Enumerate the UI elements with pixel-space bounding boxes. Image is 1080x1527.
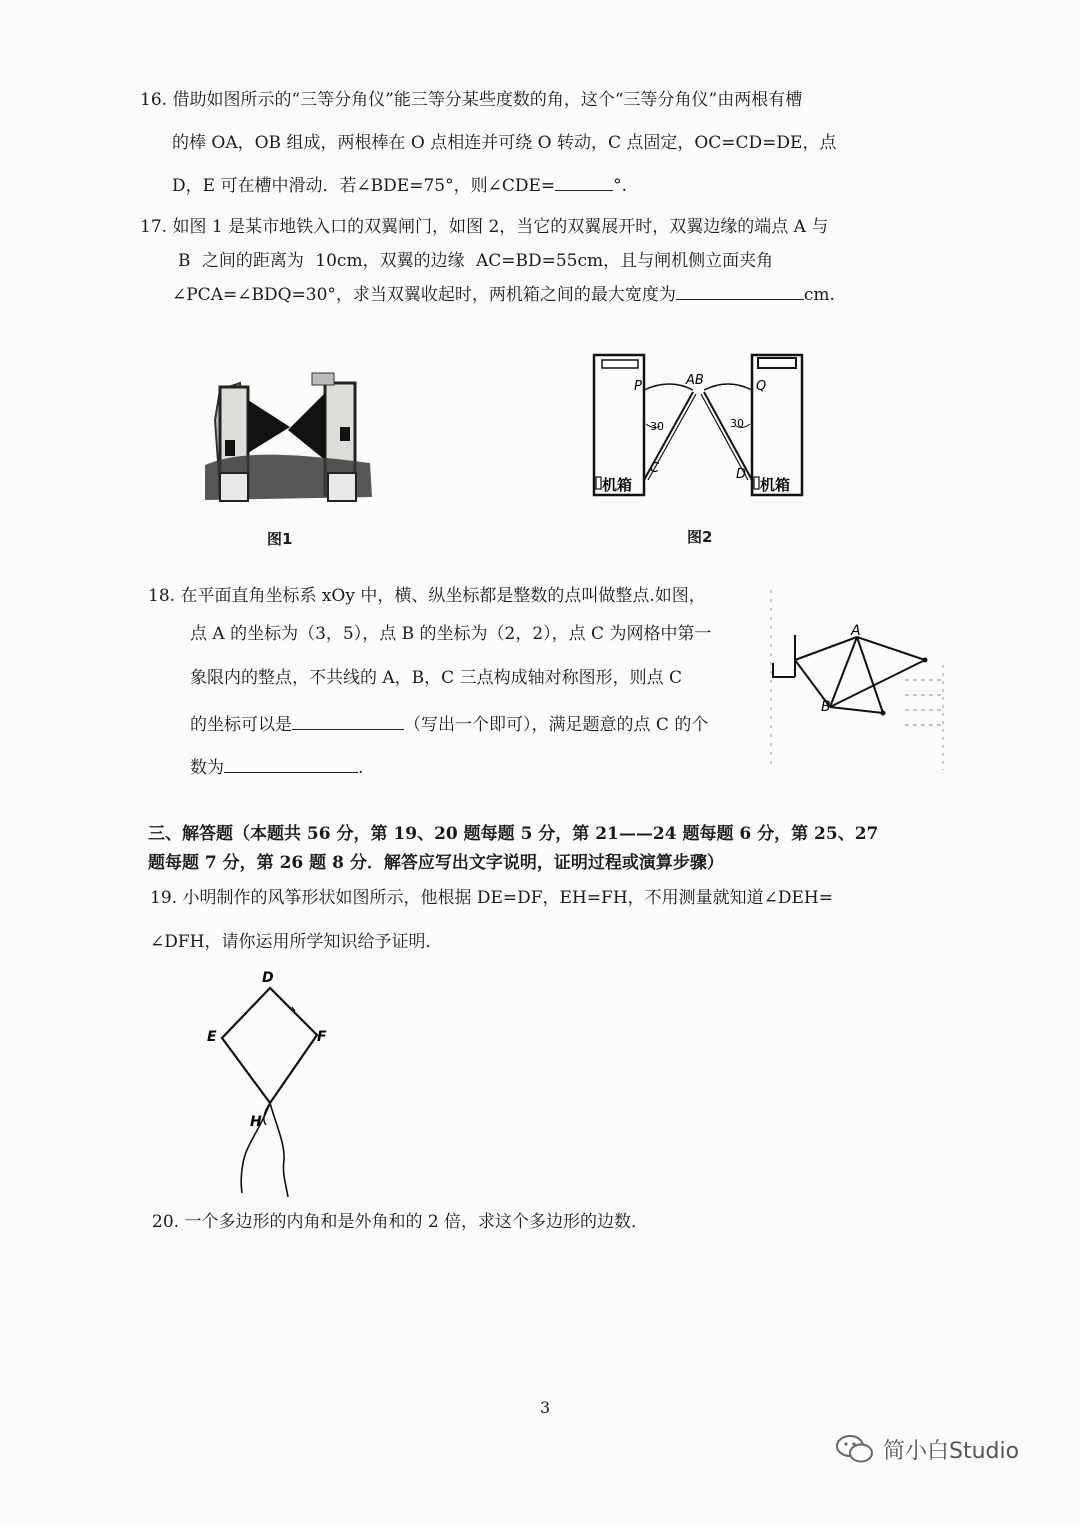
gate-photo <box>200 365 380 515</box>
q18-line3: 象限内的整点，不共线的 A，B，C 三点构成轴对称图形，则点 C <box>190 668 682 688</box>
q18-line4-end: （写出一个即可），满足题意的点 C 的个 <box>404 715 709 735</box>
q18-line4 <box>190 717 708 734</box>
watermark-text: 简小白Studio <box>883 1438 1020 1464</box>
label-angle-right: 30 <box>730 417 744 430</box>
gate-diagram <box>588 350 813 500</box>
label-C: C <box>650 461 660 476</box>
q16-line3 <box>172 178 627 195</box>
q17-line3-end: cm. <box>803 285 835 305</box>
label-A: A <box>851 623 861 639</box>
q18-line2: 点 A 的坐标为（3，5），点 B 的坐标为（2，2），点 C 为网格中第一 <box>190 624 712 644</box>
label-P: P <box>634 379 642 394</box>
q20-line1: 20. 一个多边形的内角和是外角和的 2 倍，求这个多边形的边数． <box>152 1212 649 1232</box>
watermark <box>835 1432 1019 1466</box>
fig1-caption: 图1 <box>267 530 293 548</box>
q18-line5 <box>190 760 363 777</box>
section3-header-line2: 题每题 7 分，第 26 题 8 分．解答应写出文字说明，证明过程或演算步骤） <box>148 853 724 873</box>
q18-line4-text: 的坐标可以是 <box>190 715 292 735</box>
answer-blank <box>224 770 358 773</box>
label-D: D <box>736 467 747 482</box>
q16-line2: 的棒 OA，OB 组成，两根棒在 O 点相连并可绕 O 转动，C 点固定，OC=CD=DE，点 <box>172 133 837 153</box>
answer-blank <box>555 188 613 191</box>
answer-blank <box>676 297 804 300</box>
q17-line3 <box>172 287 835 304</box>
q18-line5-text: 数为 <box>190 758 224 778</box>
label-Q: Q <box>756 379 767 394</box>
q17-line2: B 之间的距离为 10cm，双翼的边缘 AC=BD=55cm，且与闸机侧立面夹角 <box>178 251 774 271</box>
label-box-right: 机箱 <box>760 476 791 494</box>
section3-header-line1: 三、解答题（本题共 56 分，第 19、20 题每题 5 分，第 21——24 题每题 6 分，第 25、27 <box>148 824 879 844</box>
q19-line1: 19. 小明制作的风筝形状如图所示，他根据 DE=DF，EH=FH，不用测量就知道∠DEH= <box>150 888 834 908</box>
fig2-caption: 图2 <box>687 528 713 546</box>
label-angle-left: 30 <box>650 420 664 433</box>
q16-line1: 16. 借助如图所示的“三等分角仪”能三等分某些度数的角，这个“三等分角仪”由两根有槽 <box>140 90 803 110</box>
page-number: 3 <box>540 1398 551 1417</box>
q17-line3-text: ∠PCA=∠BDQ=30°，求当双翼收起时，两机箱之间的最大宽度为 <box>172 285 676 305</box>
label-D: D <box>262 970 274 986</box>
kite-diagram <box>200 965 340 1200</box>
label-B: B <box>821 699 831 715</box>
label-AB: AB <box>686 373 704 388</box>
q19-line2: ∠DFH，请你运用所学知识给予证明． <box>150 932 443 952</box>
label-box-left: 机箱 <box>602 476 633 494</box>
label-F: F <box>317 1029 327 1045</box>
grid-diagram <box>765 585 950 775</box>
q16-line3-end: °. <box>613 176 628 196</box>
answer-blank <box>292 727 404 730</box>
wechat-icon <box>835 1432 875 1466</box>
label-E: E <box>207 1029 217 1045</box>
q18-line5-end: . <box>358 758 364 778</box>
q16-line3-text: D，E 可在槽中滑动．若∠BDE=75°，则∠CDE= <box>172 176 556 196</box>
label-H: H <box>250 1114 262 1130</box>
q18-line1: 18. 在平面直角坐标系 xOy 中，横、纵坐标都是整数的点叫做整点.如图， <box>148 586 706 606</box>
q17-line1: 17. 如图 1 是某市地铁入口的双翼闸门，如图 2，当它的双翼展开时，双翼边缘的端点 A 与 <box>140 217 829 237</box>
